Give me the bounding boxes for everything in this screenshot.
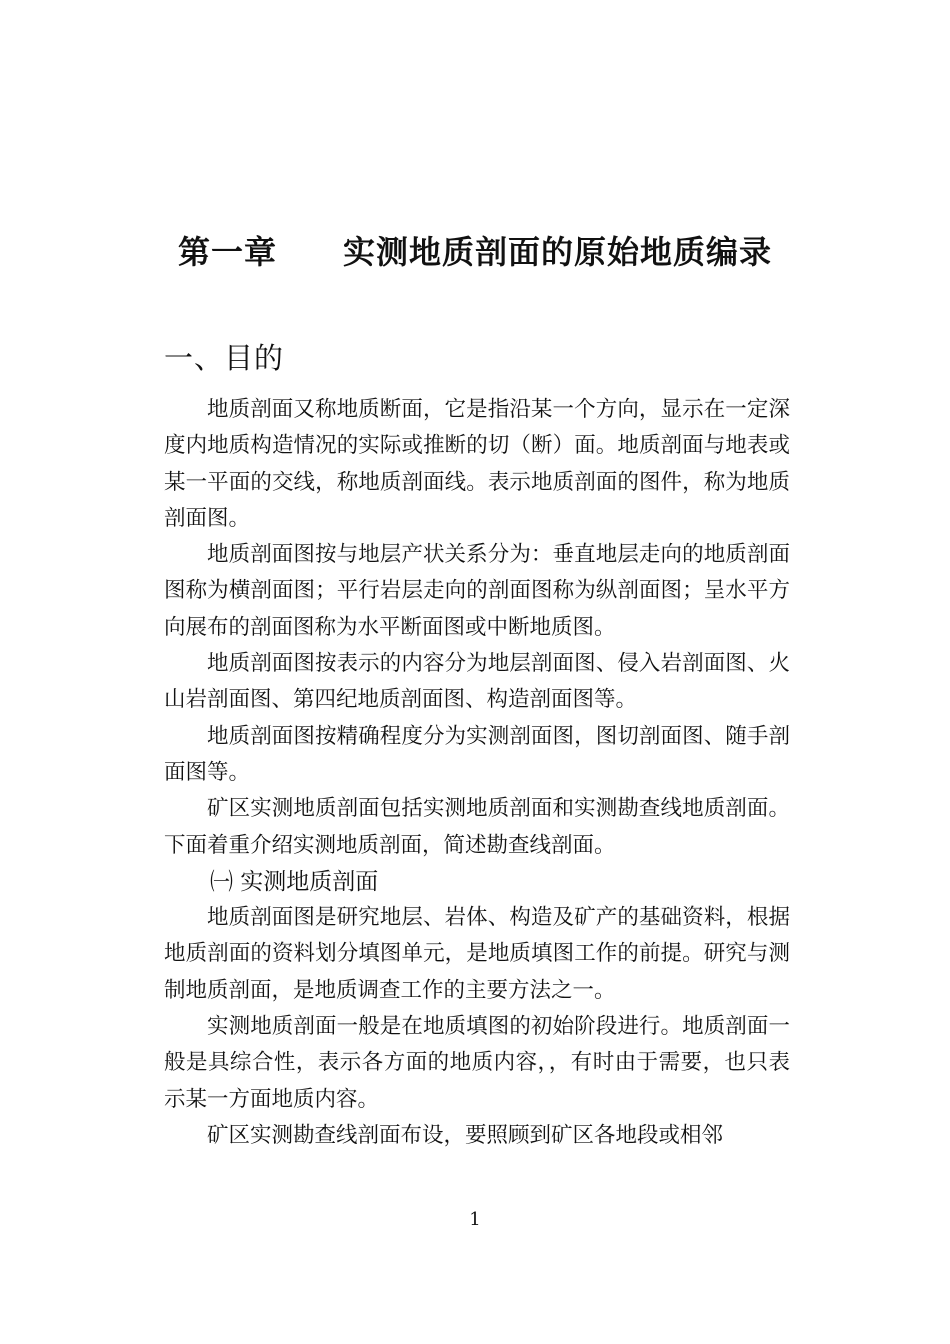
paragraph: 地质剖面又称地质断面，它是指沿某一个方向，显示在一定深度内地质构造情况的实际或推断的切（断）面。地质剖面与地表或某一平面的交线，称地质剖面线。表示地质剖面的图件，称为地质剖面图。 [164, 397, 790, 531]
page-number: 1 [469, 1209, 481, 1230]
paragraph: 矿区实测地质剖面包括实测地质剖面和实测勘查线地质剖面。下面着重介绍实测地质剖面，简述勘查线剖面。 [164, 796, 790, 858]
paragraph: 实测地质剖面一般是在地质填图的初始阶段进行。地质剖面一般是具综合性，表示各方面的地质内容，，有时由于需要，也只表示某一方面地质内容。 [164, 1014, 790, 1112]
paragraph: 地质剖面图按表示的内容分为地层剖面图、侵入岩剖面图、火山岩剖面图、第四纪地质剖面图、构造剖面图等。 [164, 651, 790, 713]
body-text [164, 392, 790, 1154]
chapter-title: 第一章 实测地质剖面的原始地质编录 [177, 233, 772, 271]
paragraph: 地质剖面图按精确程度分为实测剖面图，图切剖面图、随手剖面图等。 [164, 723, 790, 785]
paragraph: 矿区实测勘查线剖面布设，要照顾到矿区各地段或相邻 [207, 1122, 724, 1148]
section-heading: 一、目的 [164, 341, 285, 375]
sub-heading: ㈠ 实测地质剖面 [210, 868, 379, 895]
paragraph: 地质剖面图是研究地层、岩体、构造及矿产的基础资料，根据地质剖面的资料划分填图单元，是地质填图工作的前提。研究与测制地质剖面，是地质调查工作的主要方法之一。 [164, 905, 790, 1003]
paragraph: 地质剖面图按与地层产状关系分为：垂直地层走向的地质剖面图称为横剖面图；平行岩层走向的剖面图称为纵剖面图；呈水平方向展布的剖面图称为水平断面图或中断地质图。 [164, 542, 790, 640]
